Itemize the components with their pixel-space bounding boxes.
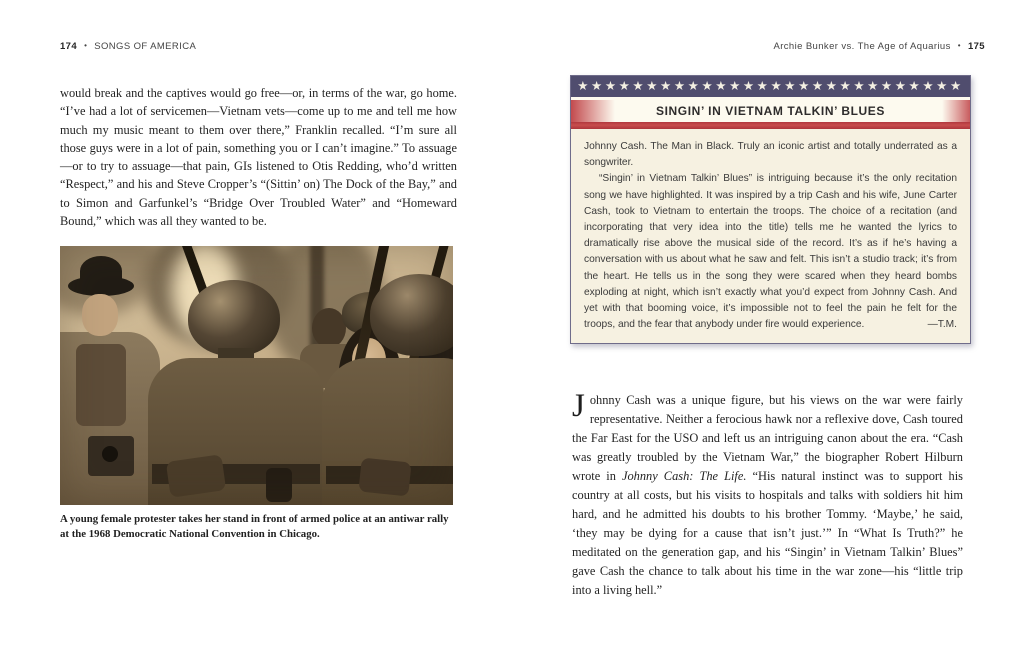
photo-antiwar-rally [60,246,453,505]
page-number-right: 175 [967,41,985,52]
stars-band [571,76,970,100]
sidebar-title: SINGIN’ IN VIETNAM TALKIN’ BLUES [656,104,885,118]
running-head-right [773,41,985,52]
drop-cap: J [572,388,585,424]
chapter-title-running-head: Archie Bunker vs. The Age of Aquarius [773,41,951,52]
page-number-left: 174 [60,41,78,52]
star-icons: ★★★★★★★★★★★★★★★★★★★★★★★★★★★★ [577,79,964,93]
red-stripe-divider [571,122,970,131]
sidebar-body [571,131,970,343]
sidebar-song-box [570,75,971,344]
book-title-italic: Johnny Cash: The Life. [621,469,747,483]
body-text-segment-2: “His natural instinct was to support his country at all costs, but his visits to hospitals and talks with soldiers hit him hard, and he admitted his doubts to his brother Tommy. ‘Maybe,’ he said, ‘they may be dying for a cause that isn’t just.’” In “What Is Truth?” he meditated on the generation gap, and his “Singin’ in Vietnam Talkin’ Blues” gave Cash the chance to talk about his time in the war zone—his “little trip into a living hell.” [572,469,964,597]
sidebar-title-band [571,100,970,122]
sidebar-paragraph-2: “Singin’ in Vietnam Talkin’ Blues” is intriguing because it’s the only recitation song we have highlighted. It was inspired by a trip Cash and his wife, June Carter Cash, took to Vietnam to entertain the troops. The choice of a recitation (and incorporating that very idea into the title) tells me he wanted the lyrics to dramatically rise above the musical side of the record. It’s as if he’s having a conversation with us about what he saw and felt. This isn’t a studio track; it’s from the heart. He tells us in the song they were scared when they heard bombs exploding at night, which isn’t exactly what you’d expect from Johnny Cash. And yet with that booming voice, it’s impossible not to feel the pain he felt for the troops, and the fear that anybody under fire would experience. [584,173,957,331]
sidebar-paragraph-1: Johnny Cash. The Man in Black. Truly an iconic artist and totally underrated as a songwriter. [584,141,957,169]
right-page-paragraph [572,388,964,600]
left-page-paragraph: would break and the captives would go free—or, in terms of the war, go home. “I’ve had a lot of servicemen—Vietnam vets—come up to me and tell me how much my music meant to them over there,” Franklin recalled. “I’m sure all those guys were in a lot of pain, something you or I can’t imagine.” To assuage—or to try to assuage—that pain, GIs listened to Otis Redding, who’d written “Respect,” and his and Steve Cropper’s “(Sittin’ on) The Dock of the Bay,” and to Simon and Garfunkel’s “Bridge Over Troubled Water” and “Homeward Bound,” which was all they wanted to be. [60,86,457,229]
photo-caption: A young female protester takes her stand in front of armed police at an antiwar rally at the 1968 Democratic National Convention in Chicago. [60,513,449,540]
photo-vignette [60,246,453,505]
header-bullet-left: • [84,41,88,50]
body-text-segment-1: ohnny Cash was a unique figure, but his views on the war were fairly representative. Neither a ferocious hawk nor a reflexive dove, Cash toured the Far East for the USO and left us an intriguing canon about the era. “Cash was greatly troubled by the Vietnam War,” the biographer Robert Hilburn wrote in [572,393,963,483]
running-head-left [60,41,196,52]
header-bullet-right: • [957,41,961,50]
book-title-running-head: SONGS OF AMERICA [94,41,197,52]
sidebar-attribution: —T.M. [922,317,957,333]
